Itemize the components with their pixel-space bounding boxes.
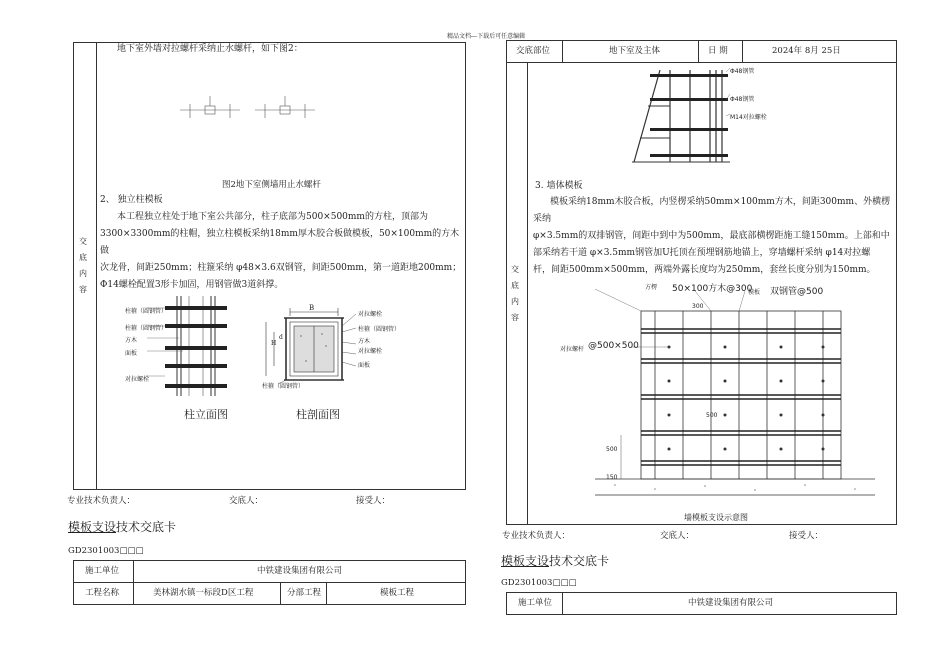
- col-label-b5: 柱箍（圆钢管）: [262, 383, 305, 390]
- section2-body: 本工程独立柱处于地下室公共部分，柱子底部为500×500mm的方柱，顶部为 3300×3300mm的柱帽，独立柱模板采纳18mm厚木胶合板做模板，50×100mm的方木做 次龙骨，间距250mm；柱箍采纳 φ48×3.6双钢管，间距500mm，第一道距地200mm； Φ14螺栓配置3形卡加固，用钢管做3道斜撑。: [100, 212, 462, 290]
- part-value: 模板工程: [380, 588, 415, 598]
- col-label-a4: 对拉螺栓: [125, 376, 150, 383]
- section3-title: 3. 墙体模板: [535, 181, 583, 191]
- top-fig-label-1: Φ48钢管: [730, 96, 755, 103]
- project-label: 工程名称: [85, 588, 120, 598]
- col-label-b0: 对拉螺栓: [358, 311, 383, 318]
- side-label: 交 底 内 容: [79, 237, 87, 294]
- dept-value: 地下室及主体: [609, 46, 661, 56]
- col-label-a0: 柱箍（圆钢管）: [125, 308, 168, 315]
- right-side-label: 交 底 内 容: [511, 265, 519, 322]
- dept-label: 交底部位: [516, 46, 551, 56]
- wall-formwork-figure: [585, 285, 885, 510]
- date-value: 2024年 8月 25日: [772, 46, 841, 56]
- right-unit-label: 施工单位: [518, 598, 553, 608]
- wall-label-l1: 方楞: [645, 284, 658, 291]
- fig2-waterstop-bolt: [180, 92, 320, 132]
- right-sig-receiver: 接受人：: [789, 531, 824, 541]
- col-label-b4: 面板: [358, 362, 371, 369]
- doc-code: GD2301003□□□: [68, 546, 144, 556]
- unit-value: 中铁建设集团有限公司: [257, 566, 343, 576]
- right-sig-tech-lead: 专业技术负责人：: [502, 531, 571, 541]
- fig2-caption: 图2地下室侧墙用止水螺杆: [222, 180, 321, 190]
- top-fig-label-2: M14对拉螺栓: [730, 114, 767, 121]
- card-title: 模板支设技术交底卡: [68, 520, 177, 534]
- unit-label: 施工单位: [85, 566, 120, 576]
- caption-elevation: 柱立面图: [184, 408, 228, 421]
- wall-label-l4: 双钢管@500: [770, 287, 824, 297]
- right-unit-value: 中铁建设集团有限公司: [688, 598, 774, 608]
- right-doc-code: GD2301003□□□: [501, 578, 577, 588]
- wall-label-l3: 模板: [748, 289, 761, 296]
- sig-receiver: 接受人：: [356, 496, 391, 506]
- wall-dim-d3: 150: [606, 474, 618, 481]
- col-label-b2: 方木: [358, 338, 371, 345]
- part-label: 分部工程: [287, 588, 322, 598]
- right-card-title: 模板支设技术交底卡: [501, 554, 610, 568]
- wall-dim-d2: 500: [606, 446, 618, 453]
- caption-section: 柱剖面图: [296, 408, 340, 421]
- col-label-a1: 柱箍（圆钢管）: [125, 325, 168, 332]
- header-note: 精品文档---下载后可任意编辑: [447, 33, 526, 40]
- wall-label-l6: 对拉螺杆: [560, 346, 585, 353]
- wall-dim-d1: 500: [706, 412, 718, 419]
- wall-label-l5: 300: [692, 303, 704, 310]
- top-fig-label-0: Φ48钢管: [730, 68, 755, 75]
- dim-d: d: [279, 334, 283, 341]
- section3-body: 模板采纳18mm木胶合板，内竖楞采纳50mm×100mm方木，间距300mm、外横楞采纳 φ×3.5mm的双排钢管，间距中到中为500mm，最底部横楞距施工缝150mm。上部和中 部采纳若干道 φ×3.5mm钢管加U托顶在预埋钢筋地锚上，穿墙螺杆采纳 φ14对拉螺 杆，间距500mm×500mm，两端外露长度均为250mm，套丝长度分别为150mm。: [533, 197, 891, 275]
- wall-caption: 墙模板支设示意图: [684, 513, 748, 522]
- col-label-a3: 面板: [125, 350, 138, 357]
- intro-text: 地下室外墙对拉螺杆采纳止水螺杆，如下图2：: [117, 44, 303, 54]
- wall-label-l2: 50×100方木@300: [672, 284, 753, 294]
- wall-label-l7: @500×500: [588, 341, 639, 351]
- sig-presenter: 交底人：: [229, 496, 264, 506]
- project-value: 美林湖水镇一标段D区工程: [153, 588, 254, 598]
- col-label-b1: 柱箍（圆钢管）: [358, 326, 401, 333]
- dim-b: B: [309, 304, 315, 312]
- col-label-b3: 对拉螺栓: [358, 348, 383, 355]
- sig-tech-lead: 专业技术负责人：: [67, 496, 136, 506]
- right-sig-presenter: 交底人：: [660, 531, 695, 541]
- date-label: 日 期: [708, 46, 728, 56]
- section2-title: 2、 独立柱模板: [100, 195, 163, 205]
- col-label-a2: 方木: [125, 337, 138, 344]
- dim-h: H: [271, 340, 277, 347]
